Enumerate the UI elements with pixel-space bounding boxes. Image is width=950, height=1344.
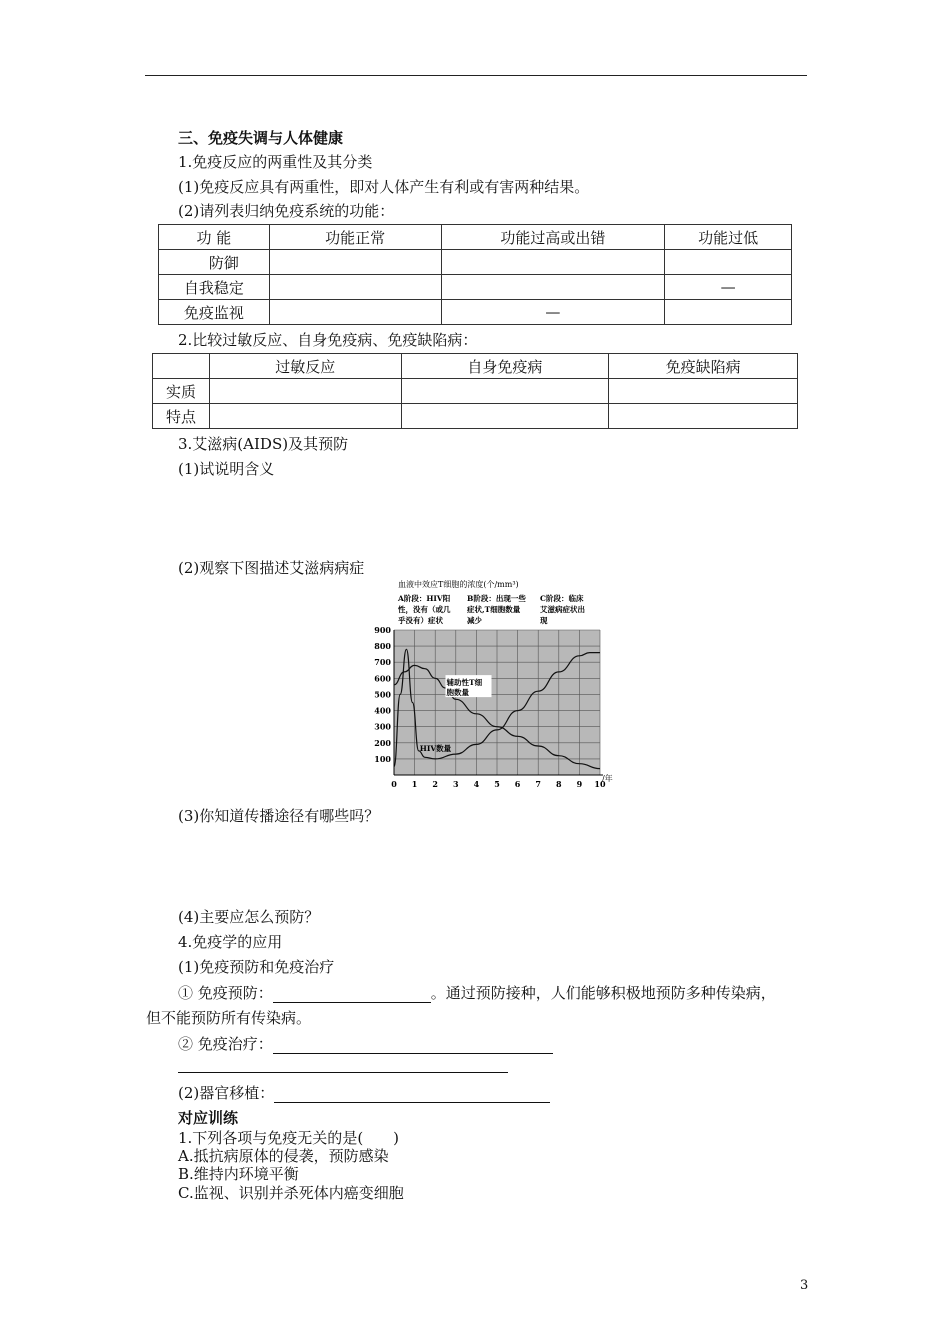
stage-a-label (397, 593, 453, 625)
y-tick-label: 300 (374, 721, 391, 732)
table-cell (269, 250, 441, 275)
answer-blank[interactable] (274, 1087, 550, 1103)
x-tick-label: 2 (432, 779, 438, 789)
disease-comparison-table (152, 353, 798, 429)
table-row (153, 354, 798, 379)
practice-question-1: 1.下列各项与免疫无关的是( ) (178, 1129, 400, 1147)
q3-3-text: (3)你知道传播途径有哪些吗？ (178, 807, 380, 825)
q3-4-text: (4)主要应怎么预防？ (178, 908, 320, 926)
table-cell (269, 275, 441, 300)
x-tick-label: 6 (514, 779, 521, 789)
stage-b-label (466, 593, 528, 625)
q4-b-line (178, 1034, 553, 1054)
stage-b-line: 症状,T细胞数量 (467, 605, 521, 614)
q4-b-label: ② 免疫治疗： (178, 1035, 273, 1053)
q4-title: 4.免疫学的应用 (178, 933, 283, 951)
table-cell: 实质 (153, 379, 210, 404)
table-cell: 特点 (153, 404, 210, 429)
q1-2-text: (2)请列表归纳免疫系统的功能： (178, 202, 395, 220)
answer-blank[interactable] (273, 1038, 553, 1054)
table-cell: 防御 (159, 250, 270, 275)
q4-a-label: ① 免疫预防： (178, 984, 273, 1002)
table-cell (441, 275, 665, 300)
y-tick-label: 400 (374, 705, 391, 716)
q3-title: 3.艾滋病(AIDS)及其预防 (178, 435, 349, 453)
chart-ylabel: 血液中效应T细胞的浓度(个/mm³) (398, 580, 519, 589)
table-cell: 免疫监视 (159, 300, 270, 325)
table-cell (209, 379, 401, 404)
x-tick-label: 4 (473, 779, 480, 789)
table-row (159, 275, 792, 300)
immune-function-table (158, 224, 792, 325)
x-tick-label: 8 (556, 779, 562, 789)
page-number: 3 (800, 1278, 809, 1293)
x-tick-label: 7 (535, 779, 541, 789)
y-tick-label: 800 (374, 641, 391, 652)
stage-c-label (539, 593, 588, 625)
table-header: 功能正常 (269, 225, 441, 250)
y-tick-label: 600 (374, 673, 391, 684)
y-tick-label: 100 (374, 753, 391, 764)
x-tick-label: 5 (494, 779, 500, 789)
x-tick-label: 3 (453, 779, 459, 789)
table-cell (665, 300, 792, 325)
chart-xlabel: /年 (602, 774, 613, 783)
stage-b-line: 减少 (467, 616, 482, 625)
table-cell (441, 250, 665, 275)
q4-a-text2: 但不能预防所有传染病。 (146, 1009, 312, 1027)
table-header: 功能过低 (665, 225, 792, 250)
y-tick-label: 900 (374, 625, 391, 635)
stage-b-line: B阶段：出现一些 (467, 594, 526, 603)
q3-1-text: (1)试说明含义 (178, 460, 275, 478)
table-header (153, 354, 210, 379)
table-header: 功能过高或出错 (441, 225, 665, 250)
option-b: B.维持内环境平衡 (178, 1165, 299, 1183)
q4-a-text: 。通过预防接种，人们能够积极地预防多种传染病， (430, 984, 776, 1002)
stage-a-line: A阶段：HIV阳 (398, 594, 451, 603)
stage-a-line: 性，没有（或几 (398, 605, 451, 614)
y-tick-label: 200 (374, 737, 391, 748)
answer-blank[interactable] (178, 1057, 508, 1073)
table-cell (609, 379, 798, 404)
answer-blank[interactable] (273, 987, 431, 1003)
q1-1-text: (1)免疫反应具有两重性，即对人体产生有利或有害两种结果。 (178, 178, 590, 196)
option-c: C.监视、识别并杀死体内癌变细胞 (178, 1184, 404, 1202)
table-cell: 自我稳定 (159, 275, 270, 300)
table-cell (269, 300, 441, 325)
q4-2-label: (2)器官移植： (178, 1084, 275, 1102)
x-tick-label: 9 (576, 779, 583, 789)
q2-title: 2.比较过敏反应、自身免疫病、免疫缺陷病： (178, 331, 478, 349)
option-a: A.抵抗病原体的侵袭，预防感染 (178, 1147, 389, 1165)
q3-2-text: (2)观察下图描述艾滋病病症 (178, 559, 365, 577)
q4-1-text: (1)免疫预防和免疫治疗 (178, 958, 335, 976)
table-cell (209, 404, 401, 429)
q4-2-line (178, 1083, 550, 1103)
table-cell (609, 404, 798, 429)
table-cell: — (441, 300, 665, 325)
t-cell-label-line: 胞数量 (446, 687, 470, 697)
table-row (159, 250, 792, 275)
y-tick-label: 700 (374, 657, 391, 668)
hiv-chart (370, 575, 620, 800)
table-row (159, 225, 792, 250)
stage-c-line: C阶段：临床 (540, 594, 584, 603)
t-cell-label-line: 辅助性T细 (446, 677, 483, 687)
section-title: 三、免疫失调与人体健康 (178, 129, 344, 147)
q4-a-line (178, 983, 776, 1003)
table-header: 免疫缺陷病 (609, 354, 798, 379)
table-header: 过敏反应 (209, 354, 401, 379)
table-cell (401, 404, 609, 429)
table-header: 功 能 (159, 225, 270, 250)
table-cell (401, 379, 609, 404)
stage-c-line: 艾滋病症状出 (540, 605, 585, 614)
table-row (153, 379, 798, 404)
table-header: 自身免疫病 (401, 354, 609, 379)
x-tick-label: 10 (594, 779, 606, 789)
practice-title: 对应训练 (178, 1109, 239, 1127)
x-tick-label: 0 (391, 779, 397, 789)
table-row (159, 300, 792, 325)
table-cell (665, 250, 792, 275)
hiv-label: HIV数量 (419, 743, 452, 753)
stage-a-line: 乎没有）症状 (398, 616, 443, 625)
table-row (153, 404, 798, 429)
x-tick-label: 1 (411, 779, 418, 789)
stage-c-line: 现 (540, 616, 548, 625)
y-tick-label: 500 (374, 689, 391, 700)
table-cell: — (665, 275, 792, 300)
q1-title: 1.免疫反应的两重性及其分类 (178, 153, 373, 171)
header-rule (145, 75, 807, 76)
